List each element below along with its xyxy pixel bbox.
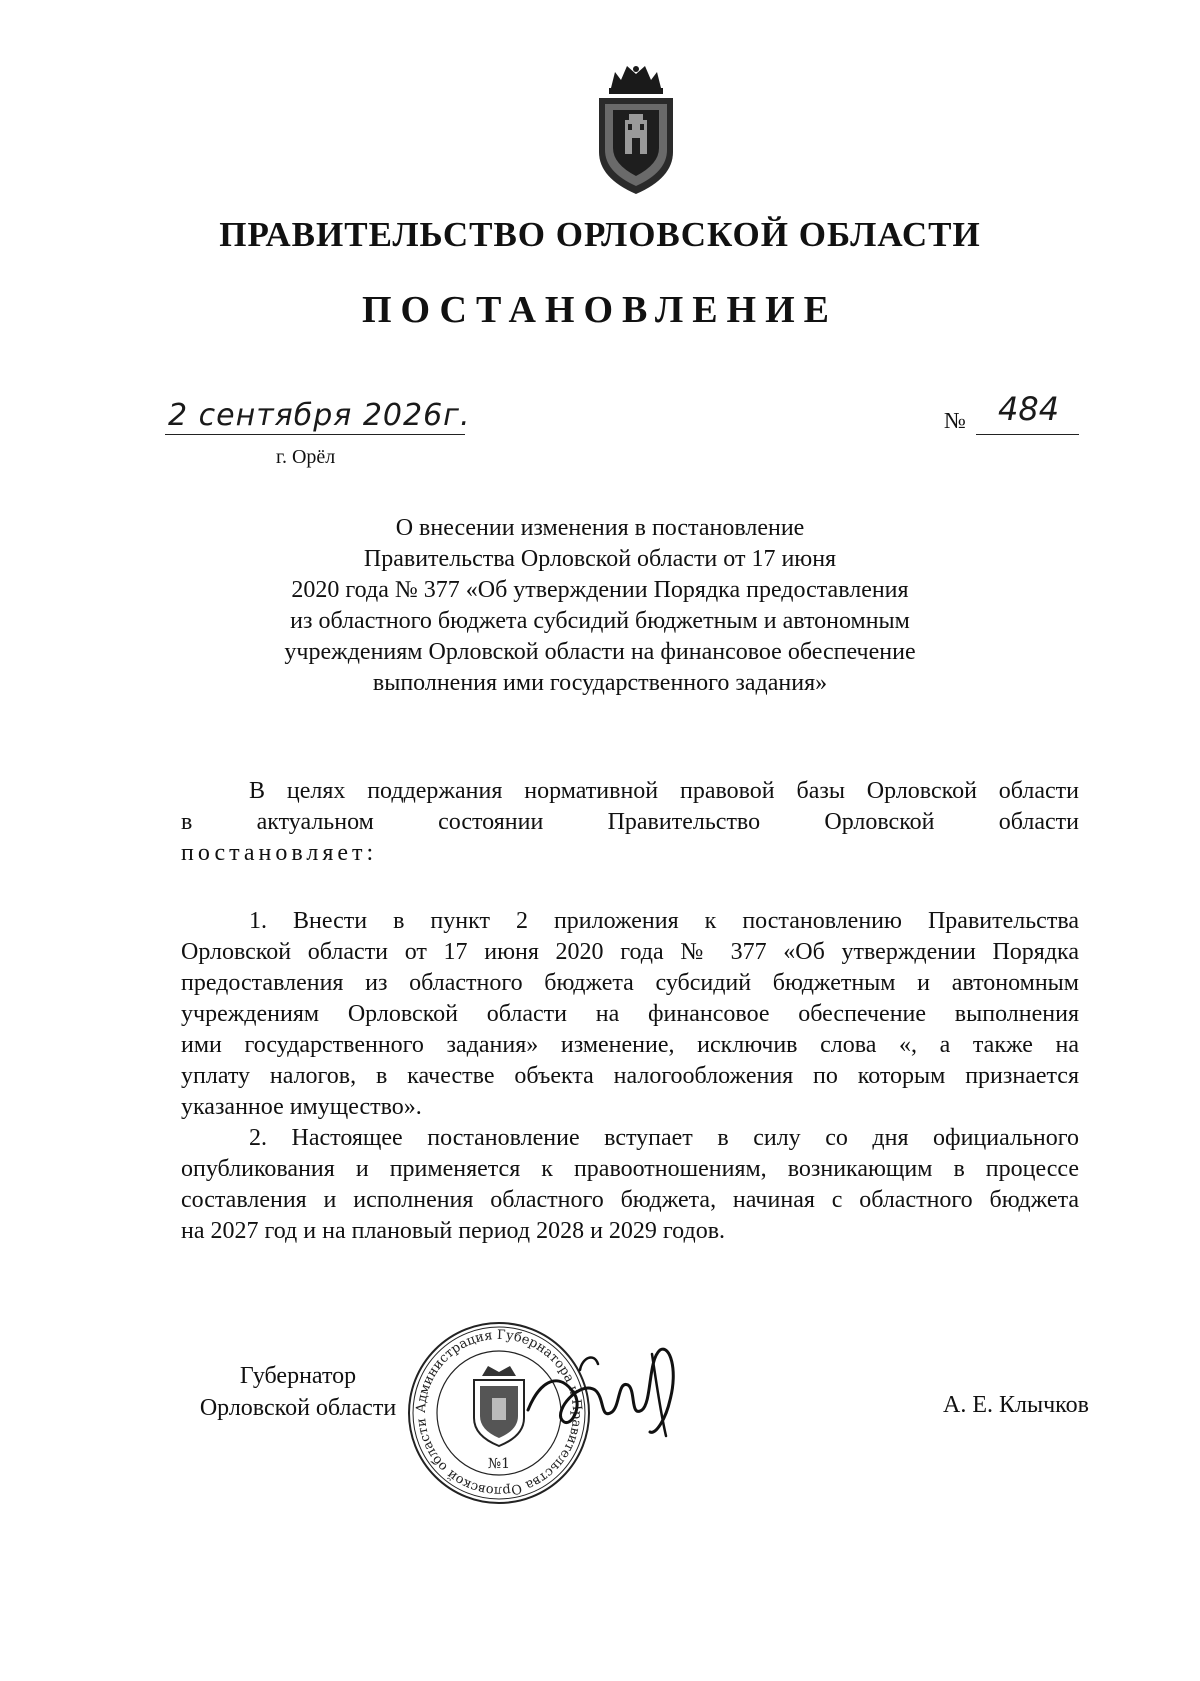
subject-line: Правительства Орловской области от 17 июня bbox=[363, 546, 837, 572]
position-line: Орловской области bbox=[199, 1395, 397, 1421]
text-line: учреждениям Орловской области на финансовое обеспечение выполнения bbox=[181, 1001, 1079, 1027]
subject-line: учреждениям Орловской области на финансовое обеспечение bbox=[284, 639, 916, 665]
text-line: в актуальном состоянии Правительство Орловской области bbox=[181, 809, 1079, 835]
document-type-title: ПОСТАНОВЛЕНИЕ bbox=[361, 289, 839, 331]
text-line: ими государственного задания» изменение, исключив слова «, а также на bbox=[181, 1032, 1079, 1058]
text-line: 2. Настоящее постановление вступает в силу со дня официального bbox=[249, 1125, 1079, 1151]
text-line: составления и исполнения областного бюджета, начиная с областного бюджета bbox=[181, 1187, 1079, 1213]
subject-line: О внесении изменения в постановление bbox=[395, 515, 805, 541]
number-label: № bbox=[944, 408, 966, 433]
preamble-paragraph bbox=[181, 776, 1079, 869]
text-line: Орловской области от 17 июня 2020 года № 377 «Об утверждении Порядка bbox=[181, 939, 1079, 965]
position-line: Губернатор bbox=[239, 1363, 357, 1389]
coat-of-arms-emblem bbox=[591, 60, 681, 198]
signatory-position bbox=[186, 1360, 410, 1424]
government-title: ПРАВИТЕЛЬСТВО ОРЛОВСКОЙ ОБЛАСТИ bbox=[219, 215, 981, 254]
handwritten-date: 2 сентября 2026г. bbox=[168, 398, 471, 433]
item-1-paragraph bbox=[181, 906, 1079, 1123]
number-underline bbox=[976, 434, 1079, 435]
subject-line: выполнения ими государственного задания» bbox=[372, 670, 828, 696]
text-line: предоставления из областного бюджета субсидий бюджетным и автономным bbox=[181, 970, 1079, 996]
text-line: на 2027 год и на плановый период 2028 и 2029 годов. bbox=[181, 1218, 726, 1244]
seal-number: №1 bbox=[487, 1456, 511, 1472]
date-underline bbox=[165, 434, 465, 435]
document-subject bbox=[230, 513, 970, 699]
text-line: 1. Внести в пункт 2 приложения к постановлению Правительства bbox=[249, 908, 1079, 934]
subject-line: 2020 года № 377 «Об утверждении Порядка предоставления bbox=[291, 577, 909, 603]
text-line: уплату налогов, в качестве объекта налогообложения по которым признается bbox=[181, 1063, 1079, 1089]
resolves-word: постановляет: bbox=[181, 840, 378, 866]
subject-line: из областного бюджета субсидий бюджетным и автономным bbox=[290, 608, 910, 634]
item-2-paragraph bbox=[181, 1123, 1079, 1247]
text-line: опубликования и применяется к правоотношениям, возникающим в процессе bbox=[181, 1156, 1079, 1182]
text-line: В целях поддержания нормативной правовой базы Орловской области bbox=[249, 778, 1079, 804]
seal-ring-text: Администрация Губернатора и Правительства Орловской области bbox=[413, 1327, 585, 1499]
city-label: г. Орёл bbox=[276, 446, 336, 468]
handwritten-number: 484 bbox=[998, 390, 1060, 428]
signatory-name: А. Е. Клычков bbox=[943, 1392, 1089, 1418]
text-line: указанное имущество». bbox=[181, 1094, 422, 1120]
handwritten-signature bbox=[520, 1340, 690, 1450]
